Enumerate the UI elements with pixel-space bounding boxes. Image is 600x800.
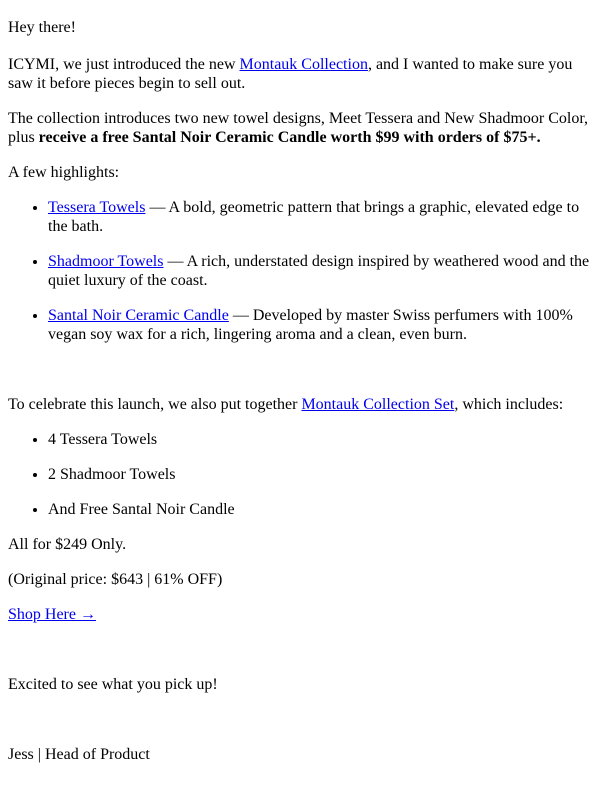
highlights-list (8, 198, 592, 344)
set-item: • 2 Shadmoor Towels (48, 465, 592, 484)
shop-paragraph (8, 605, 592, 624)
celebrate-text-before: To celebrate this launch, we also put together (8, 396, 302, 413)
set-item: • 4 Tessera Towels (48, 430, 592, 449)
set-contents-list (8, 430, 592, 519)
highlight-item-tessera (48, 198, 592, 236)
original-price-text: (Original price: $643 | 61% OFF) (8, 571, 223, 588)
highlight-description: — A rich, understated design inspired by weathered wood and the quiet luxury of the coast. (48, 253, 590, 289)
highlight-description: — A bold, geometric pattern that brings a graphic, elevated edge to the bath. (48, 199, 580, 235)
shop-here-link[interactable]: Shop Here → (8, 606, 96, 623)
celebrate-text-after: , which includes: (454, 396, 564, 413)
intro-paragraph (8, 55, 592, 93)
highlight-item-candle (48, 306, 592, 344)
intro-text-after: , and I wanted to make sure you saw it before pieces begin to sell out. (8, 56, 573, 92)
celebrate-paragraph (8, 395, 592, 414)
highlights-heading: A few highlights: (8, 164, 120, 181)
collection-paragraph (8, 109, 592, 147)
greeting: Hey there! (8, 19, 76, 36)
highlight-description: — Developed by master Swiss perfumers with 100% vegan soy wax for a rich, lingering aroma and a clean, even burn. (48, 307, 573, 343)
shadmoor-towels-link[interactable]: Shadmoor Towels (48, 253, 164, 270)
montauk-collection-set-link[interactable]: Montauk Collection Set (301, 396, 455, 413)
intro-text-before: ICYMI, we just introduced the new (8, 56, 240, 73)
set-item: • And Free Santal Noir Candle (48, 500, 592, 519)
price-text: All for $249 Only. (8, 536, 127, 553)
santal-noir-candle-link[interactable]: Santal Noir Ceramic Candle (48, 307, 229, 324)
closing-text: Excited to see what you pick up! (8, 676, 218, 693)
collection-text: The collection introduces two new towel designs, Meet Tessera and New Shadmoor Color, plus (8, 110, 589, 146)
signature: Jess | Head of Product (8, 746, 150, 763)
highlight-item-shadmoor (48, 252, 592, 290)
free-candle-offer: receive a free Santal Noir Ceramic Candle worth $99 with orders of $75+. (38, 129, 541, 146)
tessera-towels-link[interactable]: Tessera Towels (48, 199, 146, 216)
montauk-collection-link[interactable]: Montauk Collection (239, 56, 368, 73)
